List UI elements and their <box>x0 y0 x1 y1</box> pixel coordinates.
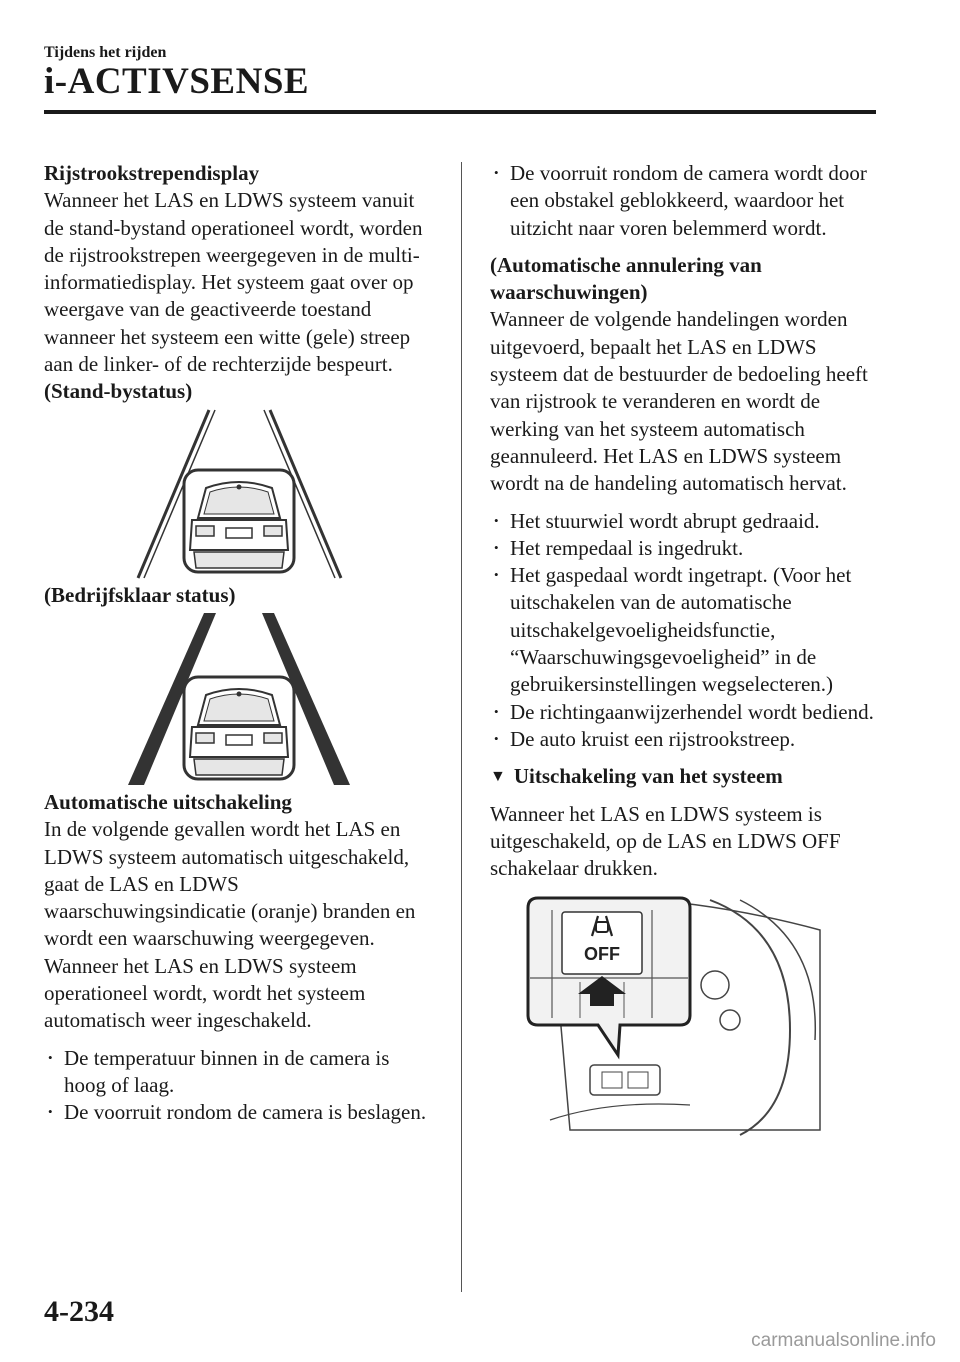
heading-auto-shutoff: Automatische uitschakeling <box>44 789 292 814</box>
heading-lane-display: Rijstrookstrependisplay <box>44 161 260 185</box>
label-ready-status: (Bedrijfsklaar status) <box>44 582 236 607</box>
stalk-knob <box>701 971 729 999</box>
paragraph-lane-display: Wanneer het LAS en LDWS systeem vanuit de stand-bystand operationeel wordt, worden de rijstrookstrepen weergegeven in de multi-informatiedisplay. Het systeem gaat over op weergave van de geactiveerde toestand wanneer het systeem een witte (gele) streep aan de linker- of de rechterzijde bespeurt. <box>44 188 423 377</box>
section-title: Uitschakeling van het systeem <box>513 764 783 789</box>
car-rear-icon <box>184 470 294 572</box>
bullet-list-auto-shutoff <box>44 1045 434 1127</box>
label-standby-status: (Stand-bystatus) <box>44 379 193 404</box>
car-rear-icon <box>184 677 294 779</box>
page-title: i-ACTIVSENSE <box>44 61 310 102</box>
list-item: • De temperatuur binnen in de camera is hoog of laag. <box>44 1045 434 1100</box>
off-switch-figure <box>490 890 880 1140</box>
page-number: 4-234 <box>44 1295 114 1328</box>
left-column <box>44 160 434 1127</box>
section-heading-system-off <box>490 763 885 790</box>
list-item: • De voorruit rondom de camera wordt door een obstakel geblokkeerd, waardoor het uitzicht naar voren belemmerd wordt. <box>490 160 885 242</box>
watermark: carmanualsonline.info <box>751 1330 936 1351</box>
header-rule <box>44 110 876 114</box>
off-switch-label: OFF <box>584 944 620 965</box>
paragraph-auto-cancel: Wanneer de volgende handelingen worden uitgevoerd, bepaalt het LAS en LDWS systeem dat de bestuurder de bedoeling heeft van rijstrook te veranderen en wordt de werking van het systeem automatisch geannuleerd. Het LAS en LDWS systeem wordt na de handeling automatisch hervat. <box>490 307 868 496</box>
bullet-list-continued <box>490 160 885 242</box>
ready-lane-figure <box>44 609 434 789</box>
list-item: • Het stuurwiel wordt abrupt gedraaid. <box>490 508 885 535</box>
list-item: • Het gaspedaal wordt ingetrapt. (Voor het uitschakelen van de automatische uitschakelgevoeligheidsfunctie, “Waarschuwingsgevoeligheid” in de gebruikersinstellingen wegselecteren.) <box>490 562 885 698</box>
right-column <box>490 160 885 1140</box>
header-section-label: Tijdens het rijden <box>44 44 167 61</box>
triangle-marker-icon: ▼ <box>490 768 506 786</box>
column-divider <box>461 162 462 1292</box>
paragraph-system-off: Wanneer het LAS en LDWS systeem is uitgeschakeld, op de LAS en LDWS OFF schakelaar drukken. <box>490 801 841 881</box>
list-item: • De voorruit rondom de camera is beslagen. <box>44 1099 434 1126</box>
list-item: • De richtingaanwijzerhendel wordt bediend. <box>490 699 885 726</box>
list-item: • Het rempedaal is ingedrukt. <box>490 535 885 562</box>
paragraph-auto-shutoff: In de volgende gevallen wordt het LAS en LDWS systeem automatisch uitgeschakeld, gaat de LAS en LDWS waarschuwingsindicatie (oranje) branden en wordt een waarschuwing weergegeven. Wanneer het LAS en LDWS systeem operationeel wordt, wordt het systeem automatisch weer ingeschakeld. <box>44 817 416 1033</box>
bullet-list-auto-cancel <box>490 508 885 754</box>
list-item: • De auto kruist een rijstrookstreep. <box>490 726 885 753</box>
standby-lane-figure <box>44 406 434 582</box>
heading-auto-cancel: (Automatische annulering van waarschuwingen) <box>490 252 762 305</box>
